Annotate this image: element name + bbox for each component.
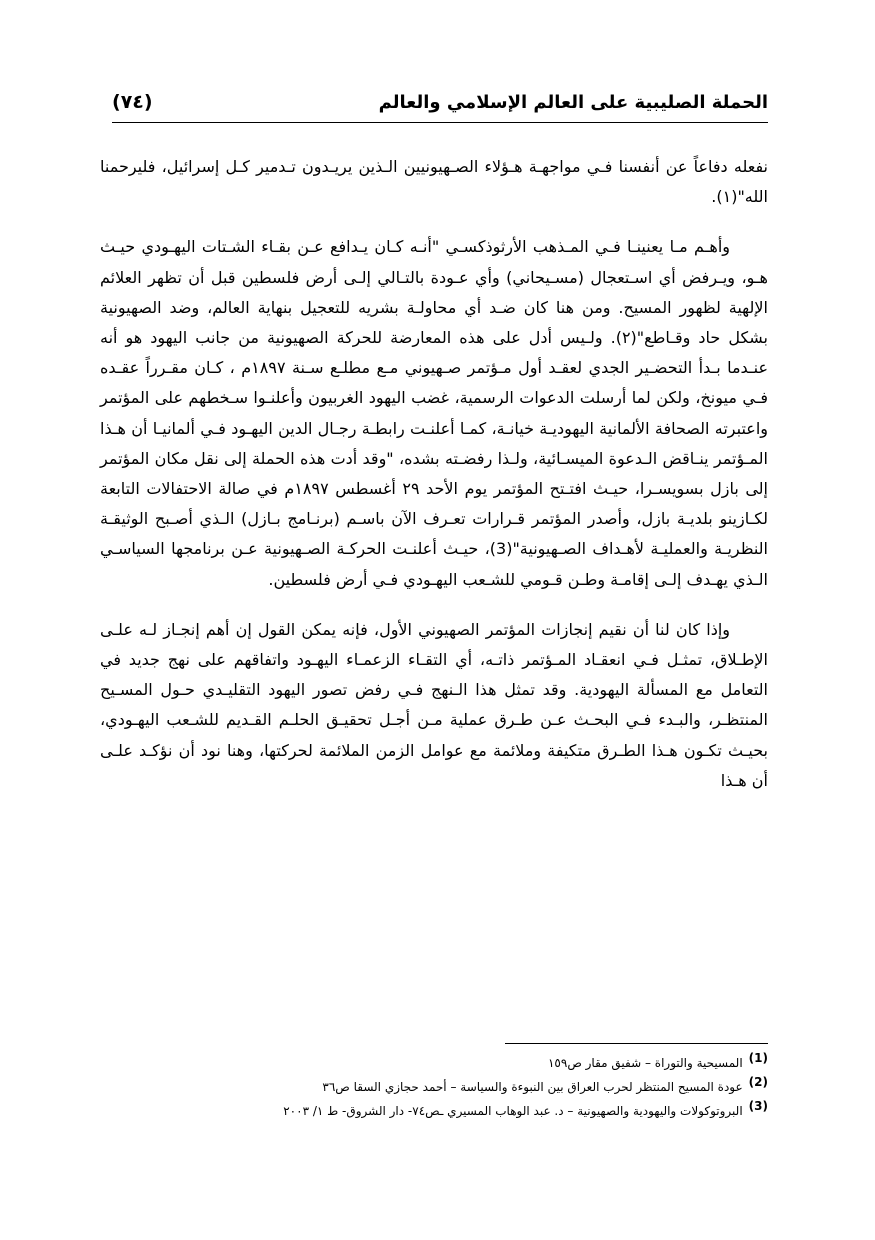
footnote-2 <box>100 1075 768 1099</box>
footnote-divider <box>505 1043 768 1044</box>
footnote-number: (3) <box>748 1099 768 1113</box>
footnote-number: (1) <box>748 1051 768 1065</box>
main-text <box>100 152 768 816</box>
book-title: الحملة الصليبية على العالم الإسلامي والعالم <box>378 91 768 113</box>
footnote-text: البروتوكولات واليهودية والصهيونية – د. عبد الوهاب المسيري ـص٧٤- دار الشروق- ط ١/ ٢٠٠٣ <box>283 1104 743 1118</box>
footnote-text: المسيحية والتوراة – شفيق مقار ص١٥٩ <box>547 1056 743 1070</box>
footnotes <box>100 1051 768 1123</box>
footnote-1 <box>100 1051 768 1075</box>
paragraph-continuation: نفعله دفاعاً عن أنفسنا فـي مواجهـة هـؤلاء الصـهيونيين الـذين يريـدون تـدمير كـل إسرائيل، فليرحمنا الله"(١). <box>100 157 768 207</box>
paragraph-orthodox-position: وأهـم مـا يعنينـا فـي المـذهب الأرثوذكسـي "أنـه كـان يـدافع عـن بقـاء الشـتات اليهـودي حيـث هـو، ويـرفض أي اسـتعجال (مسـيحاني) وأي عـودة بالتـالي إلـى أرض فلسطين قبل أن تظهر العلائم الإلهية لظهور المسيح. ومن هنا كان ضـد أي محاولـة بشريه للتعجيل بنهاية العالم، وضد الصهيونية بشكل حاد وقـاطع"(٢). ولـيس أدل على هذه المعارضة للحركة الصهيونية من جانب اليهود هو أنه عنـدما بـدأ التحضـير الجدي لعقـد أول مـؤتمر صـهيوني مـع مطلـع سـنة ١٨٩٧م ، كـان مقـرراً عقـده فـي ميونخ، ولكن لما أرسلت الدعوات الرسمية، غضب اليهود الغربيون وأعلنـوا سـخطهم على المؤتمر واعتبرته الصحافة الألمانية اليهوديـة خيانـة، كمـا أعلنـت رابطـة رجـال الدين اليهـود فـي ألمانيـا أن هـذا المـؤتمر ينـاقض الـدعوة الميسـائية، ولـذا رفضـته بشده، "وقد أدت هذه الحملة إلى نقل مكان المؤتمر إلى بازل بسويسـرا، حيـث افتـتح المؤتمر يوم الأحد ٢٩ أغسطس ١٨٩٧م في صالة الاحتفالات التابعة لكـازينو بلديـة بازل، وأصدر المؤتمر قـرارات تعـرف الآن باسـم (برنـامج بـازل) الـذي أصـبح الوثيقـة النظريـة والعمليـة لأهـداف الصـهيونية"(3)، حيـث أعلنـت الحركـة الصـهيونية عـن برنامجها السياسـي الـذي يهـدف إلـى إقامـة وطـن قـومي للشـعب اليهـودي فـي أرض فلسطين. <box>100 237 769 589</box>
paragraph-congress-achievements: وإذا كان لنا أن نقيم إنجازات المؤتمر الصهيوني الأول، فإنه يمكن القول إن أهم إنجـاز لـه علـى الإطـلاق، تمثـل فـي انعقـاد المـؤتمر ذاتـه، أي التقـاء الزعمـاء اليهـود واتفاقهم على نهج جديد في التعامل مع المسألة اليهودية. وقد تمثل هذا الـنهج فـي رفض تصور اليهود التقليـدي حـول المسـيح المنتظـر، والبـدء فـي البحـث عـن طـرق عملية مـن أجـل تحقيـق الحلـم القـديم للشـعب اليهـودي، بحيـث تكـون هـذا الطـرق متكيفة وملائمة مع عوامل الزمن الملائمة لحركتها، وهنا نود أن نؤكـد علـى أن هـذا <box>100 619 768 790</box>
footnote-3 <box>100 1099 768 1123</box>
header-divider <box>112 122 768 123</box>
running-header <box>112 86 768 118</box>
footnote-number: (2) <box>748 1075 768 1089</box>
page-number: (٧٤) <box>112 91 153 113</box>
footnote-text: عودة المسيح المنتظر لحرب العراق بين النبوءة والسياسة – أحمد حجازي السقا ص٣٦ <box>322 1080 743 1094</box>
